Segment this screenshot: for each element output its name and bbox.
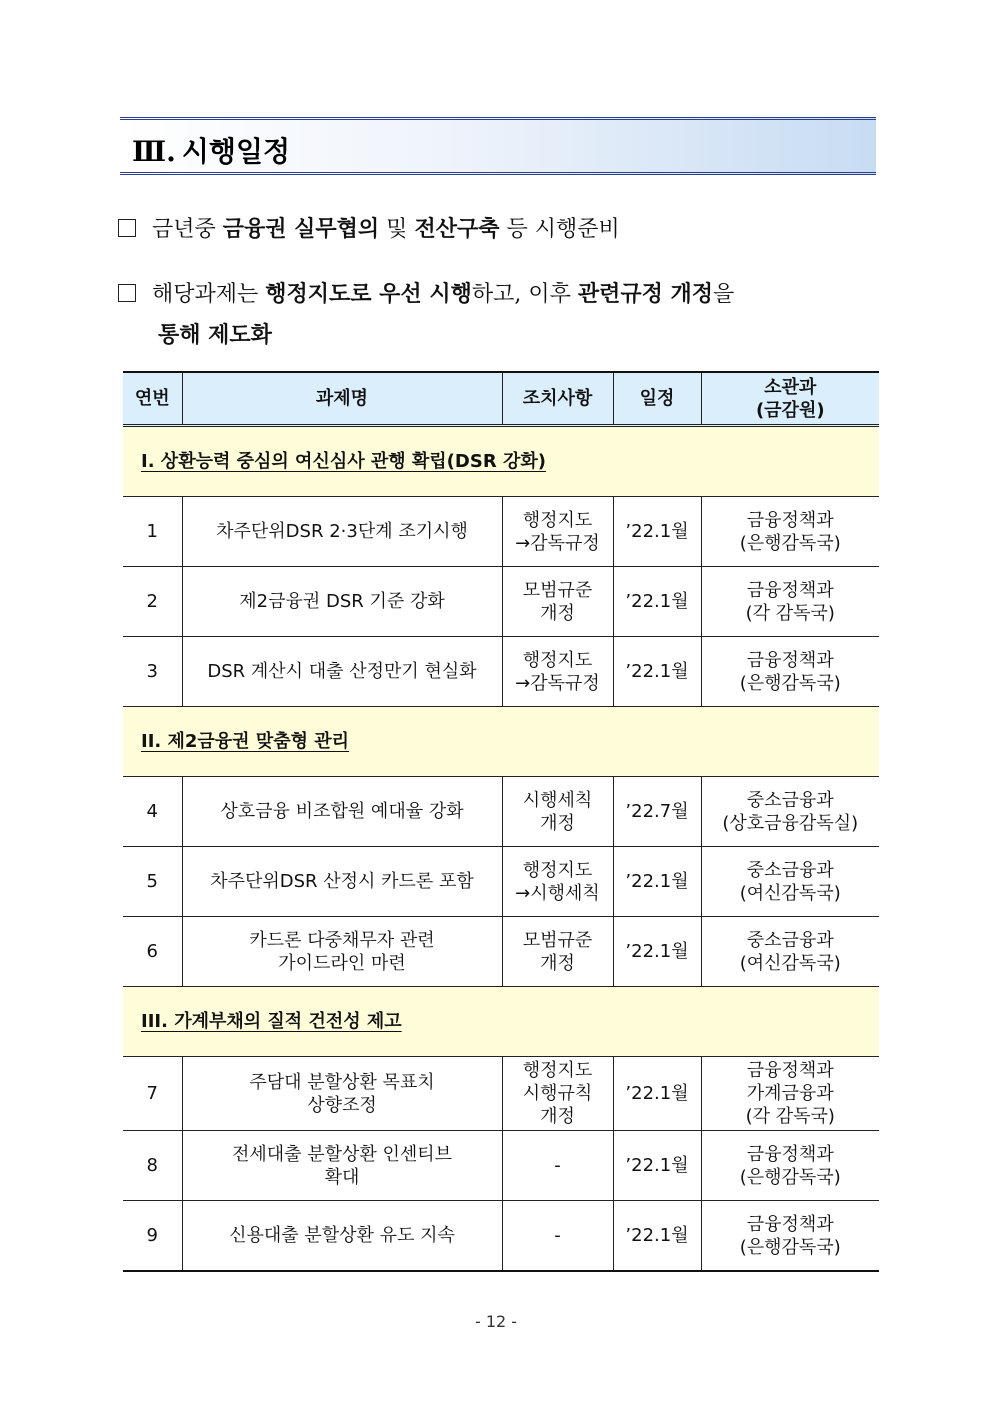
table-row	[123, 637, 879, 707]
table-section-row	[123, 987, 879, 1057]
cell-date: ’22.1월	[613, 1201, 701, 1272]
cell-task: 제2금융권 DSR 기준 강화	[182, 567, 502, 637]
cell-no: 7	[123, 1057, 182, 1131]
section-title-text: III. 가계부채의 질적 건전성 제고	[141, 1011, 402, 1032]
cell-action: 행정지도 →시행세칙	[502, 847, 613, 917]
header-task: 과제명	[182, 372, 502, 426]
cell-no: 8	[123, 1131, 182, 1201]
cell-date: ’22.1월	[613, 1131, 701, 1201]
section-title-text: I. 상환능력 중심의 여신심사 관행 확립(DSR 강화)	[141, 451, 546, 472]
cell-task: 전세대출 분할상환 인센티브 확대	[182, 1131, 502, 1201]
bullet-emphasis-text: 전산구축	[414, 216, 500, 242]
cell-task: 차주단위DSR 산정시 카드론 포함	[182, 847, 502, 917]
cell-date: ’22.1월	[613, 847, 701, 917]
cell-date: ’22.1월	[613, 1057, 701, 1131]
bullet-item-1	[118, 212, 620, 243]
cell-task: 카드론 다중채무자 관련 가이드라인 마련	[182, 917, 502, 987]
bullet-plain-text: 해당과제는	[152, 282, 266, 307]
bullet-plain-text: 및	[379, 217, 415, 242]
cell-dept: 금융정책과 가계금융과 (각 감독국)	[701, 1057, 879, 1131]
bullet-plain-text: 하고, 이후	[471, 282, 578, 307]
checkbox-bullet-icon	[118, 219, 136, 237]
table-row	[123, 497, 879, 567]
table-header-row	[123, 372, 879, 426]
header-no: 연번	[123, 372, 182, 426]
header-date: 일정	[613, 372, 701, 426]
cell-date: ’22.7월	[613, 777, 701, 847]
cell-date: ’22.1월	[613, 567, 701, 637]
section-title-cell	[123, 426, 879, 497]
cell-action: 모범규준 개정	[502, 917, 613, 987]
bullet-plain-text: 등 시행준비	[499, 217, 620, 242]
cell-action: 시행세칙 개정	[502, 777, 613, 847]
cell-action: -	[502, 1131, 613, 1201]
bullet-emphasis-text: 통해 제도화	[158, 322, 272, 348]
table-section-row	[123, 426, 879, 497]
bullet-emphasis-text: 금융권 실무협의	[222, 216, 380, 242]
section-roman-numeral: Ⅲ.	[132, 135, 176, 168]
cell-no: 1	[123, 497, 182, 567]
section-title-text: II. 제2금융권 맞춤형 관리	[141, 731, 350, 752]
cell-dept: 금융정책과 (각 감독국)	[701, 567, 879, 637]
header-action: 조치사항	[502, 372, 613, 426]
checkbox-bullet-icon	[118, 284, 136, 302]
cell-dept: 금융정책과 (은행감독국)	[701, 1131, 879, 1201]
cell-no: 5	[123, 847, 182, 917]
table-row	[123, 1201, 879, 1272]
cell-no: 6	[123, 917, 182, 987]
table-row	[123, 567, 879, 637]
bullet-text-2-line2	[118, 315, 878, 356]
table-row	[123, 1131, 879, 1201]
section-title-text: 시행일정	[181, 135, 291, 168]
cell-task: 주담대 분할상환 목표치 상향조정	[182, 1057, 502, 1131]
cell-dept: 금융정책과 (은행감독국)	[701, 497, 879, 567]
cell-task: 상호금융 비조합원 예대율 강화	[182, 777, 502, 847]
table-row	[123, 1057, 879, 1131]
cell-dept: 중소금융과 (여신감독국)	[701, 847, 879, 917]
cell-task: 신용대출 분할상환 유도 지속	[182, 1201, 502, 1272]
section-title	[132, 130, 290, 170]
cell-no: 9	[123, 1201, 182, 1272]
cell-no: 4	[123, 777, 182, 847]
cell-action: -	[502, 1201, 613, 1272]
table-section-row	[123, 707, 879, 777]
table-row	[123, 847, 879, 917]
bullet-emphasis-text: 행정지도로 우선 시행	[265, 281, 472, 307]
cell-dept: 중소금융과 (여신감독국)	[701, 917, 879, 987]
bullet-text-2-line1	[152, 282, 734, 307]
cell-task: 차주단위DSR 2·3단계 조기시행	[182, 497, 502, 567]
header-dept: 소관과 (금감원)	[701, 372, 879, 426]
bullet-text-1	[152, 217, 620, 242]
cell-dept: 중소금융과 (상호금융감독실)	[701, 777, 879, 847]
bullet-plain-text: 을	[713, 282, 735, 307]
bullet-item-2	[118, 274, 878, 356]
table-body	[123, 426, 879, 1272]
section-header	[120, 117, 876, 175]
cell-date: ’22.1월	[613, 637, 701, 707]
cell-no: 3	[123, 637, 182, 707]
schedule-table	[123, 371, 879, 1272]
cell-action: 행정지도 →감독규정	[502, 637, 613, 707]
page-number: - 12 -	[474, 1312, 518, 1331]
bullet-emphasis-text: 관련규정 개정	[577, 281, 714, 307]
table-row	[123, 777, 879, 847]
cell-date: ’22.1월	[613, 497, 701, 567]
cell-dept: 금융정책과 (은행감독국)	[701, 1201, 879, 1272]
cell-dept: 금융정책과 (은행감독국)	[701, 637, 879, 707]
cell-task: DSR 계산시 대출 산정만기 현실화	[182, 637, 502, 707]
cell-date: ’22.1월	[613, 917, 701, 987]
section-title-cell	[123, 707, 879, 777]
cell-action: 모범규준 개정	[502, 567, 613, 637]
bullet-plain-text: 금년중	[152, 217, 223, 242]
cell-no: 2	[123, 567, 182, 637]
cell-action: 행정지도 시행규칙 개정	[502, 1057, 613, 1131]
cell-action: 행정지도 →감독규정	[502, 497, 613, 567]
section-title-cell	[123, 987, 879, 1057]
table-row	[123, 917, 879, 987]
